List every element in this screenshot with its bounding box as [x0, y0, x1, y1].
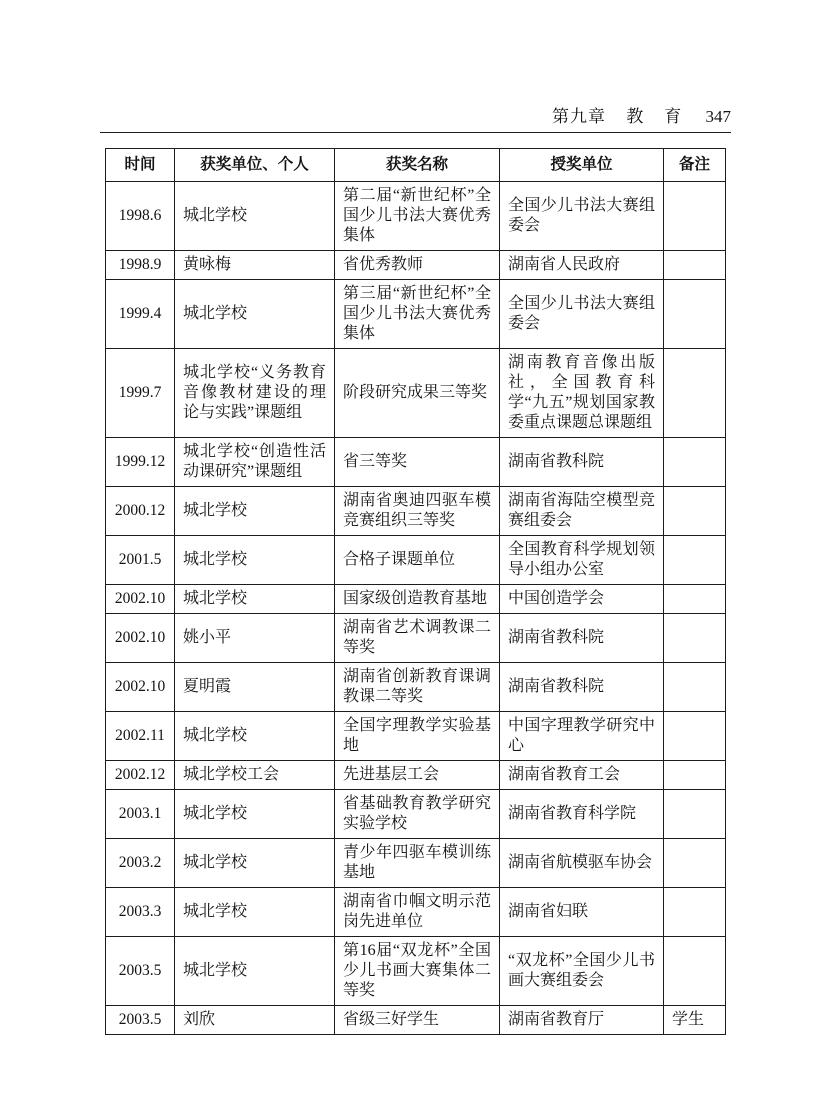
cell-note [664, 761, 726, 790]
cell-note [664, 663, 726, 712]
cell-issuer: 全国少儿书法大赛组委会 [500, 280, 664, 349]
cell-time: 1999.12 [106, 438, 175, 487]
section-title: 教 育 [626, 107, 684, 126]
table-row [106, 937, 726, 1006]
cell-time: 2003.1 [106, 790, 175, 839]
cell-award: 省级三好学生 [335, 1006, 500, 1035]
cell-time: 1998.9 [106, 251, 175, 280]
cell-recipient: 城北学校 [175, 790, 335, 839]
cell-time: 1999.4 [106, 280, 175, 349]
cell-award: 合格子课题单位 [335, 536, 500, 585]
cell-issuer: 湖南省教科院 [500, 614, 664, 663]
page-number: 347 [705, 107, 731, 126]
cell-award: 第二届“新世纪杯”全国少儿书法大赛优秀集体 [335, 182, 500, 251]
cell-issuer: 湖南省教科院 [500, 438, 664, 487]
cell-recipient: 姚小平 [175, 614, 335, 663]
page-header [100, 106, 731, 133]
cell-award: 第16届“双龙杯”全国少儿书画大赛集体二等奖 [335, 937, 500, 1006]
cell-time: 2003.3 [106, 888, 175, 937]
cell-note [664, 182, 726, 251]
cell-time: 2003.5 [106, 1006, 175, 1035]
chapter-title: 第九章 [552, 107, 606, 126]
cell-time: 2003.5 [106, 937, 175, 1006]
column-header-recipient: 获奖单位、个人 [175, 149, 335, 182]
table-row [106, 487, 726, 536]
cell-issuer: 湖南省教育科学院 [500, 790, 664, 839]
cell-recipient: 城北学校 [175, 536, 335, 585]
cell-note [664, 487, 726, 536]
cell-recipient: 城北学校 [175, 839, 335, 888]
table-row [106, 438, 726, 487]
cell-note [664, 712, 726, 761]
cell-issuer: 中国字理教学研究中心 [500, 712, 664, 761]
cell-issuer: 湖南省教育厅 [500, 1006, 664, 1035]
cell-issuer: 湖南省人民政府 [500, 251, 664, 280]
cell-award: 第三届“新世纪杯”全国少儿书法大赛优秀集体 [335, 280, 500, 349]
cell-recipient: 夏明霞 [175, 663, 335, 712]
cell-note [664, 251, 726, 280]
cell-recipient: 城北学校“义务教育音像教材建设的理论与实践”课题组 [175, 349, 335, 438]
cell-award: 省三等奖 [335, 438, 500, 487]
cell-time: 2003.2 [106, 839, 175, 888]
table-row [106, 614, 726, 663]
awards-table [105, 148, 726, 1035]
cell-time: 2002.11 [106, 712, 175, 761]
cell-award: 青少年四驱车模训练基地 [335, 839, 500, 888]
table-row [106, 761, 726, 790]
table-row [106, 839, 726, 888]
table-body [106, 182, 726, 1035]
table-row [106, 280, 726, 349]
cell-issuer: 湖南省教育工会 [500, 761, 664, 790]
cell-award: 省优秀教师 [335, 251, 500, 280]
cell-recipient: 城北学校 [175, 585, 335, 614]
table-row [106, 790, 726, 839]
cell-time: 2002.12 [106, 761, 175, 790]
cell-recipient: 城北学校 [175, 280, 335, 349]
cell-time: 2002.10 [106, 663, 175, 712]
table-row [106, 349, 726, 438]
column-header-note: 备注 [664, 149, 726, 182]
cell-award: 先进基层工会 [335, 761, 500, 790]
table-header-row [106, 149, 726, 182]
cell-time: 2002.10 [106, 585, 175, 614]
cell-recipient: 城北学校 [175, 182, 335, 251]
cell-note [664, 937, 726, 1006]
cell-note [664, 790, 726, 839]
cell-issuer: 全国教育科学规划领导小组办公室 [500, 536, 664, 585]
table-row [106, 585, 726, 614]
cell-recipient: 城北学校工会 [175, 761, 335, 790]
cell-note [664, 888, 726, 937]
table-row [106, 251, 726, 280]
cell-time: 1998.6 [106, 182, 175, 251]
cell-recipient: 城北学校 [175, 888, 335, 937]
cell-recipient: 城北学校 [175, 937, 335, 1006]
cell-recipient: 城北学校 [175, 712, 335, 761]
cell-issuer: 湖南省航模驱车协会 [500, 839, 664, 888]
table-row [106, 1006, 726, 1035]
cell-note [664, 349, 726, 438]
cell-issuer: 中国创造学会 [500, 585, 664, 614]
cell-recipient: 城北学校“创造性活动课研究”课题组 [175, 438, 335, 487]
table-row [106, 888, 726, 937]
cell-note [664, 536, 726, 585]
cell-issuer: 湖南省海陆空模型竞赛组委会 [500, 487, 664, 536]
cell-award: 省基础教育教学研究实验学校 [335, 790, 500, 839]
column-header-award: 获奖名称 [335, 149, 500, 182]
cell-award: 湖南省奥迪四驱车模竞赛组织三等奖 [335, 487, 500, 536]
cell-note: 学生 [664, 1006, 726, 1035]
cell-recipient: 刘欣 [175, 1006, 335, 1035]
cell-time: 2002.10 [106, 614, 175, 663]
cell-issuer: 湖南省妇联 [500, 888, 664, 937]
table-row [106, 663, 726, 712]
cell-issuer: 湖南教育音像出版社，全国教育科学“九五”规划国家教委重点课题总课题组 [500, 349, 664, 438]
cell-award: 湖南省巾帼文明示范岗先进单位 [335, 888, 500, 937]
cell-note [664, 438, 726, 487]
cell-award: 阶段研究成果三等奖 [335, 349, 500, 438]
cell-recipient: 城北学校 [175, 487, 335, 536]
cell-award: 国家级创造教育基地 [335, 585, 500, 614]
cell-award: 湖南省艺术调教课二等奖 [335, 614, 500, 663]
cell-time: 1999.7 [106, 349, 175, 438]
cell-note [664, 280, 726, 349]
cell-issuer: 湖南省教科院 [500, 663, 664, 712]
table-row [106, 182, 726, 251]
cell-issuer: “双龙杯”全国少儿书画大赛组委会 [500, 937, 664, 1006]
column-header-time: 时间 [106, 149, 175, 182]
cell-time: 2000.12 [106, 487, 175, 536]
table-row [106, 712, 726, 761]
cell-award: 全国字理教学实验基地 [335, 712, 500, 761]
cell-issuer: 全国少儿书法大赛组委会 [500, 182, 664, 251]
cell-time: 2001.5 [106, 536, 175, 585]
cell-note [664, 839, 726, 888]
cell-note [664, 585, 726, 614]
cell-note [664, 614, 726, 663]
table-row [106, 536, 726, 585]
cell-recipient: 黄咏梅 [175, 251, 335, 280]
column-header-issuer: 授奖单位 [500, 149, 664, 182]
cell-award: 湖南省创新教育课调教课二等奖 [335, 663, 500, 712]
